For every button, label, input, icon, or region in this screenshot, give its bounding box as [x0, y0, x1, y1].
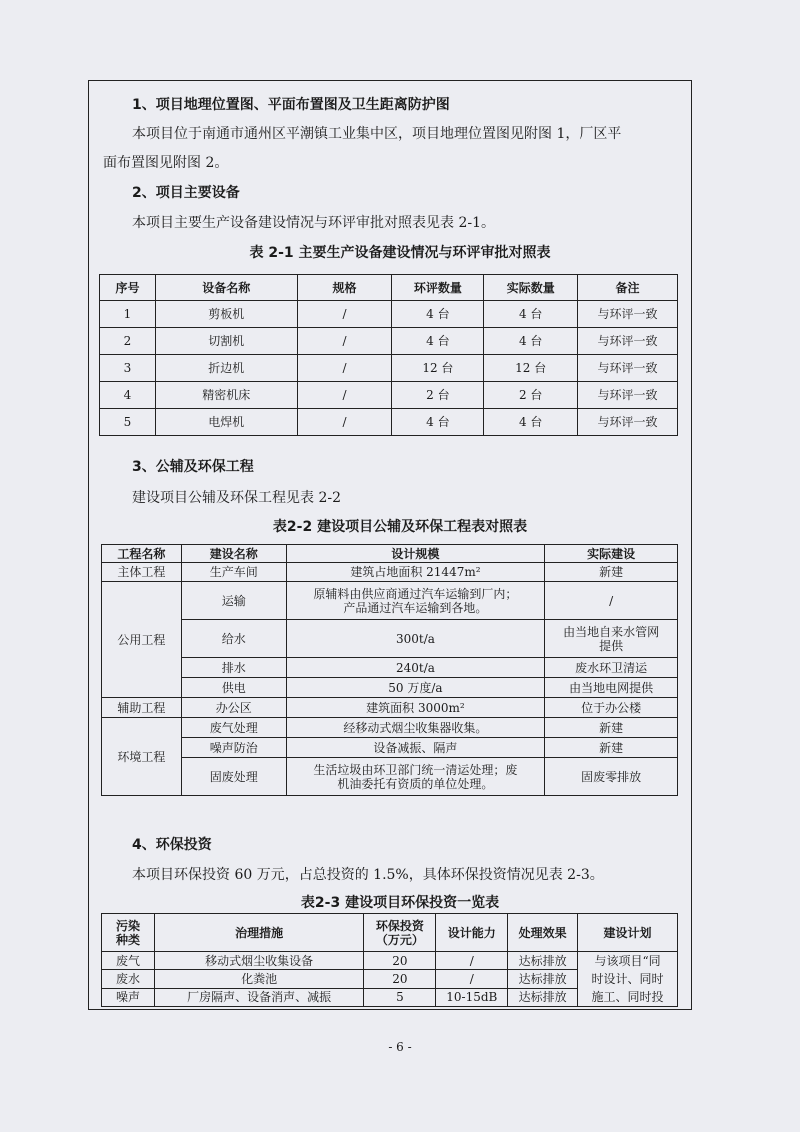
- table-cell: 240t/a: [286, 658, 545, 678]
- table-cell: 精密机床: [155, 382, 297, 409]
- table-row: [100, 328, 678, 355]
- table-cell: 切割机: [155, 328, 297, 355]
- table-cell: 生产车间: [181, 563, 286, 582]
- table-2-1-header: 序号: [100, 275, 156, 301]
- table-cell: 设备减振、隔声: [286, 738, 545, 758]
- table-row: [102, 718, 678, 738]
- table-row: [102, 620, 678, 658]
- table-cell: 与环评一致: [578, 355, 678, 382]
- table-cell: 废水环卫清运: [545, 658, 678, 678]
- page-number: - 6 -: [388, 1040, 412, 1054]
- table-cell: 办公区: [181, 698, 286, 718]
- table-2-3-header: 治理措施: [154, 914, 364, 952]
- table-cell: 废水: [102, 970, 155, 988]
- table-cell: /: [297, 328, 392, 355]
- section-1-paragraph-line2: 面布置图见附图 2。: [103, 155, 229, 171]
- section-3-heading: 3、公辅及环保工程: [132, 459, 254, 475]
- table-cell: 新建: [545, 738, 678, 758]
- table-row: [100, 409, 678, 436]
- table-cell: 给水: [181, 620, 286, 658]
- header-line: 种类: [115, 932, 140, 947]
- section-4-heading: 4、环保投资: [132, 837, 212, 853]
- header-line: 环保投资: [375, 918, 424, 933]
- table-cell: [545, 620, 678, 658]
- cell-line: 与该项目“同: [594, 954, 661, 968]
- table-cell: 与环评一致: [578, 301, 678, 328]
- table-cell: 固废处理: [181, 758, 286, 796]
- header-line: （万元）: [375, 932, 424, 947]
- table-cell: 新建: [545, 718, 678, 738]
- table-2-3-caption: 表2-3 建设项目环保投资一览表: [300, 895, 500, 911]
- table-cell: 10-15dB: [436, 988, 508, 1006]
- table-cell: 电焊机: [155, 409, 297, 436]
- table-2-2-caption: 表2-2 建设项目公辅及环保工程表对照表: [272, 519, 528, 535]
- table-cell: 排水: [181, 658, 286, 678]
- table-cell: 厂房隔声、设备消声、减振: [154, 988, 364, 1006]
- header-line: 污染: [115, 918, 140, 933]
- table-2-2-header: 实际建设: [545, 545, 678, 563]
- table-cell: 5: [100, 409, 156, 436]
- table-cell: 12 台: [484, 355, 578, 382]
- table-2-3-header: 处理效果: [508, 914, 578, 952]
- table-cell: 化粪池: [154, 970, 364, 988]
- table-cell: 与环评一致: [578, 382, 678, 409]
- table-2-2-header: 建设名称: [181, 545, 286, 563]
- table-cell: /: [297, 382, 392, 409]
- table-2-3-header: [102, 914, 155, 952]
- table-2-2: [101, 544, 678, 796]
- table-row: [102, 678, 678, 698]
- table-cell: 经移动式烟尘收集器收集。: [286, 718, 545, 738]
- table-cell: 由当地电网提供: [545, 678, 678, 698]
- table-cell: 2 台: [484, 382, 578, 409]
- table-cell: [286, 758, 545, 796]
- table-cell: 4 台: [484, 328, 578, 355]
- table-row: [100, 301, 678, 328]
- table-cell: 20: [364, 952, 436, 970]
- table-cell: 4 台: [392, 409, 484, 436]
- table-cell: 供电: [181, 678, 286, 698]
- table-row: [102, 952, 678, 970]
- table-cell: /: [545, 582, 678, 620]
- table-cell: 移动式烟尘收集设备: [154, 952, 364, 970]
- table-2-1-header: 环评数量: [392, 275, 484, 301]
- cell-line: 提供: [599, 638, 624, 653]
- table-cell: 2: [100, 328, 156, 355]
- project-name-cell: 辅助工程: [102, 698, 182, 718]
- table-cell: 噪声: [102, 988, 155, 1006]
- cell-line: 产品通过汽车运输到各地。: [343, 600, 488, 615]
- cell-line: 由当地自来水管网: [563, 624, 660, 639]
- table-cell: 建筑占地面积 21447m²: [286, 563, 545, 582]
- table-2-1-header: 规格: [297, 275, 392, 301]
- cell-line: 机油委托有资质的单位处理。: [337, 776, 494, 791]
- table-cell: 达标排放: [508, 970, 578, 988]
- table-2-1-header: 实际数量: [484, 275, 578, 301]
- table-2-1: [99, 274, 678, 436]
- section-2-paragraph: 本项目主要生产设备建设情况与环评审批对照表见表 2-1。: [132, 215, 495, 231]
- table-cell: 20: [364, 970, 436, 988]
- table-cell: 运输: [181, 582, 286, 620]
- project-name-cell: 环境工程: [102, 718, 182, 796]
- table-cell: 5: [364, 988, 436, 1006]
- table-2-3-header: [364, 914, 436, 952]
- table-row: [100, 382, 678, 409]
- table-2-1-header: 设备名称: [155, 275, 297, 301]
- table-cell: /: [297, 355, 392, 382]
- table-row: [100, 355, 678, 382]
- table-cell: 3: [100, 355, 156, 382]
- section-1-paragraph-line1: 本项目位于南通市通州区平潮镇工业集中区，项目地理位置图见附图 1，厂区平: [132, 126, 622, 142]
- table-cell: 达标排放: [508, 988, 578, 1006]
- table-2-2-header: 设计规模: [286, 545, 545, 563]
- table-cell: 噪声防治: [181, 738, 286, 758]
- table-row: [102, 698, 678, 718]
- table-cell: 4 台: [392, 301, 484, 328]
- table-2-1-caption: 表 2-1 主要生产设备建设情况与环评审批对照表: [249, 245, 551, 261]
- table-cell: 废气处理: [181, 718, 286, 738]
- table-cell: 位于办公楼: [545, 698, 678, 718]
- table-2-2-header: 工程名称: [102, 545, 182, 563]
- cell-line: 生活垃圾由环卫部门统一清运处理；废: [313, 762, 518, 777]
- table-cell: 折边机: [155, 355, 297, 382]
- table-cell: [286, 582, 545, 620]
- table-cell: 4 台: [392, 328, 484, 355]
- table-row: [102, 563, 678, 582]
- table-cell: 与环评一致: [578, 328, 678, 355]
- table-cell: 达标排放: [508, 952, 578, 970]
- table-cell: 固废零排放: [545, 758, 678, 796]
- cell-line: 施工、同时投: [591, 990, 664, 1004]
- cell-line: 原辅料由供应商通过汽车运输到厂内；: [313, 586, 518, 601]
- table-cell: 4: [100, 382, 156, 409]
- table-cell: 废气: [102, 952, 155, 970]
- table-2-3: [101, 913, 678, 1007]
- table-cell: /: [436, 970, 508, 988]
- table-cell: 300t/a: [286, 620, 545, 658]
- section-3-paragraph: 建设项目公辅及环保工程见表 2-2: [132, 490, 341, 506]
- table-cell: 建筑面积 3000m²: [286, 698, 545, 718]
- table-cell: 12 台: [392, 355, 484, 382]
- table-cell: /: [297, 409, 392, 436]
- table-cell: 剪板机: [155, 301, 297, 328]
- section-1-heading: 1、项目地理位置图、平面布置图及卫生距离防护图: [132, 97, 450, 113]
- table-cell: 2 台: [392, 382, 484, 409]
- table-cell: 50 万度/a: [286, 678, 545, 698]
- table-cell: 4 台: [484, 409, 578, 436]
- table-cell: 新建: [545, 563, 678, 582]
- table-cell: /: [436, 952, 508, 970]
- table-2-3-header: 建设计划: [578, 914, 678, 952]
- table-cell: 1: [100, 301, 156, 328]
- table-row: [102, 738, 678, 758]
- table-cell: 与环评一致: [578, 409, 678, 436]
- table-cell: 4 台: [484, 301, 578, 328]
- table-row: [102, 658, 678, 678]
- plan-cell: [578, 952, 678, 1007]
- project-name-cell: 主体工程: [102, 563, 182, 582]
- table-cell: /: [297, 301, 392, 328]
- project-name-cell: 公用工程: [102, 582, 182, 698]
- table-row: [102, 582, 678, 620]
- section-4-paragraph: 本项目环保投资 60 万元，占总投资的 1.5%，具体环保投资情况见表 2-3。: [132, 867, 604, 883]
- table-row: [102, 758, 678, 796]
- table-2-3-header: 设计能力: [436, 914, 508, 952]
- table-2-1-header: 备注: [578, 275, 678, 301]
- cell-line: 时设计、同时: [591, 972, 664, 986]
- section-2-heading: 2、项目主要设备: [132, 185, 240, 201]
